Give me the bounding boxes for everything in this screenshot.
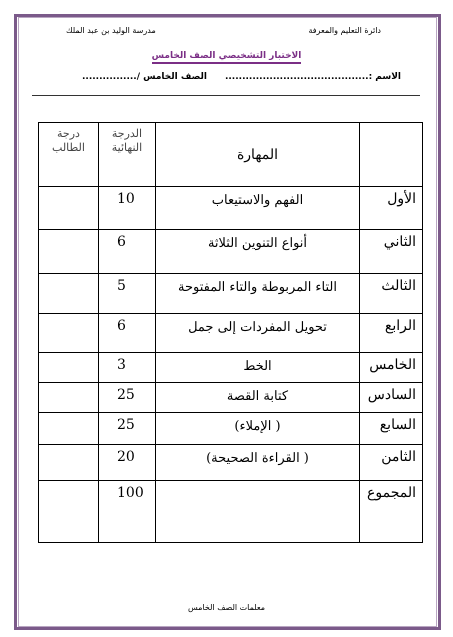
final-grade-cell: 20: [99, 445, 156, 481]
table-row: [39, 187, 423, 230]
order-cell: الثامن: [360, 445, 423, 481]
final-grade-cell: 25: [99, 383, 156, 413]
skills-table: [38, 122, 423, 543]
directorate-name: دائرة التعليم والمعرفة: [308, 26, 381, 35]
class-field-label: الصف الخامس /................: [82, 72, 207, 82]
table-row: [39, 274, 423, 314]
table-row: [39, 413, 423, 445]
student-grade-cell[interactable]: [39, 383, 99, 413]
skill-cell: ( الإملاء): [156, 413, 360, 445]
skill-cell: أنواع التنوين الثلاثة: [156, 230, 360, 274]
student-grade-cell[interactable]: [39, 314, 99, 353]
order-cell: السابع: [360, 413, 423, 445]
skill-cell: [156, 481, 360, 543]
header-order: [360, 123, 423, 187]
table-row: [39, 314, 423, 353]
table-row: [39, 383, 423, 413]
header-student-grade: درجة الطالب: [39, 123, 99, 187]
student-grade-cell[interactable]: [39, 353, 99, 383]
student-grade-cell[interactable]: [39, 445, 99, 481]
skill-cell: الخط: [156, 353, 360, 383]
final-grade-cell: 3: [99, 353, 156, 383]
final-total-cell: 100: [99, 481, 156, 543]
order-cell: الثاني: [360, 230, 423, 274]
school-name: مدرسة الوليد بن عبد الملك: [66, 26, 156, 35]
order-cell: السادس: [360, 383, 423, 413]
page-title: الاختبار التشخيصي الصف الخامس: [0, 51, 453, 61]
table-row: [39, 230, 423, 274]
order-cell: الخامس: [360, 353, 423, 383]
final-grade-cell: 25: [99, 413, 156, 445]
skill-cell: الفهم والاستيعاب: [156, 187, 360, 230]
order-cell: الثالث: [360, 274, 423, 314]
student-grade-cell[interactable]: [39, 187, 99, 230]
final-grade-cell: 10: [99, 187, 156, 230]
table-row: [39, 445, 423, 481]
order-cell: الرابع: [360, 314, 423, 353]
table-row: [39, 353, 423, 383]
skill-cell: تحويل المفردات إلى جمل: [156, 314, 360, 353]
skill-cell: ( القراءة الصحيحة): [156, 445, 360, 481]
table-header-row: [39, 123, 423, 187]
student-grade-cell[interactable]: [39, 274, 99, 314]
footer-note: معلمات الصف الخامس: [187, 603, 266, 612]
final-grade-cell: 5: [99, 274, 156, 314]
order-cell: المجموع: [360, 481, 423, 543]
final-grade-cell: 6: [99, 230, 156, 274]
student-grade-cell[interactable]: [39, 413, 99, 445]
student-grade-cell[interactable]: [39, 230, 99, 274]
header-divider: [32, 95, 420, 96]
order-cell: الأول: [360, 187, 423, 230]
student-total-cell[interactable]: [39, 481, 99, 543]
skill-cell: كتابة القصة: [156, 383, 360, 413]
final-grade-cell: 6: [99, 314, 156, 353]
header-skill: المهارة: [156, 123, 360, 187]
name-field-label: الاسم :..........................................: [224, 72, 401, 82]
header-final-grade: الدرجة النهائية: [99, 123, 156, 187]
table-total-row: [39, 481, 423, 543]
skill-cell: التاء المربوطة والتاء المفتوحة: [156, 274, 360, 314]
